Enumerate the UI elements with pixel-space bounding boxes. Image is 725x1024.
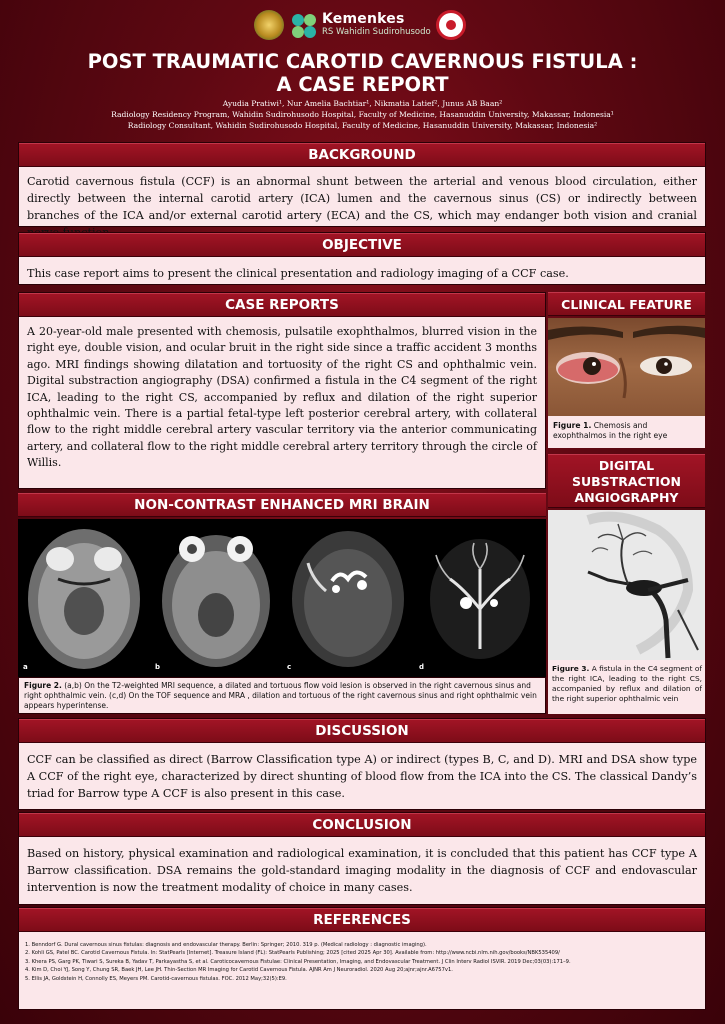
authors-block <box>0 98 725 131</box>
eye-photo-image <box>548 318 705 416</box>
mri-panel-a-image <box>18 519 150 677</box>
mri-panel-b-label: b <box>155 663 161 671</box>
discussion-text: CCF can be classified as direct (Barrow Classification type A) or indirect (types B, C, and D). MRI and DSA show type A CCF of the right eye, characterized by direct shunting of blood flow from the ICA into the CS. The classical Dandy’s triad for Barrow type A CCF is also present in this case. <box>27 753 697 800</box>
dsa-heading-line-2: SUBSTRACTION <box>572 474 681 489</box>
reference-item: 3. Khera PS, Garg PK, Tiwari S, Sureka B, Yadav T, Parkayastha S, et al. Caroticocavernous Fistulae: Clinical Presentation, Imaging, and Endovascular Treatment. J Clin Interv Radiol ISVIR. 2019 Dec;03(03):171–9. <box>25 958 571 965</box>
reference-item: 5. Ellis JA, Goldstein H, Connolly ES, Meyers PM. Carotid-cavernous fistulas. FOC. 2012 May;32(5):E9. <box>25 975 287 982</box>
mri-image-strip <box>18 519 546 677</box>
clinical-feature-heading: CLINICAL FEATURE <box>548 292 705 316</box>
author-names: Ayudia Pratiwi¹, Nur Amelia Bachtiar¹, Nikmatia Latief², Junus AB Baan² <box>222 99 503 108</box>
reference-item: 4. Kim D, Choi YJ, Song Y, Chung SR, Baek JH, Lee JH. Thin-Section MR Imaging for Carotid Cavernous Fistula. AJNR Am J Neuroradiol. 2020 Aug 20;ajnr;ajnr.A6757v1. <box>25 967 453 974</box>
dsa-heading <box>548 454 705 508</box>
affiliation-2: Radiology Consultant, Wahidin Sudirohusodo Hospital, Faculty of Medicine, Hasanuddin University, Makassar, Indonesia² <box>127 121 598 130</box>
dsa-figure <box>548 510 705 714</box>
conclusion-section <box>18 812 706 905</box>
mri-panel-d-label: d <box>419 663 425 671</box>
reference-item: 1. Benndorf G. Dural cavernous sinus fistulas: diagnosis and endovascular therapy. Berlin: Springer; 2010. 319 p. (Medical radiology : diagnostic imaging). <box>25 942 427 948</box>
brand-subname: RS Wahidin Sudirohusodo <box>322 27 431 37</box>
kemenkes-logo-icon <box>289 12 319 40</box>
mri-panel-b-image <box>150 519 282 677</box>
university-logo <box>436 10 466 40</box>
figure-2-text: (a,b) On the T2-weighted MRI sequence, a dilated and tortuous flow void lesion is observed in the right cavernous sinus and right ophthalmic vein. (c,d) On the TOF sequence and MRA , dilation and tortuous of the right cavernous sinus and right ophthalmic vein appears hyperintense. <box>24 681 537 710</box>
discussion-heading: DISCUSSION <box>19 719 705 743</box>
references-heading: REFERENCES <box>19 908 705 932</box>
case-reports-text: A 20-year-old male presented with chemosis, pulsatile exophthalmos, blurred vision in the right eye, double vision, and ocular bruit in the right side since a traffic accident 3 months ago. MRI findings showing dilatation and tortuosity of the right CS and ophthalmic vein. Digital substraction angiography (DSA) confirmed a fistula in the C4 segment of the right ICA, leading to the right CS, accompanied by reflux and dilation of the right superior ophthalmic vein. There is a partial fetal-type left posterior cerebral artery, with collateral flow to the right middle cerebral artery vascular territory via the anterior communicating artery, and collateral flow to the right middle cerebral artery territory through the circle of Willis. <box>27 325 537 470</box>
clinical-feature-figure <box>548 318 705 448</box>
conclusion-heading: CONCLUSION <box>19 813 705 837</box>
mri-panel-d-image <box>414 519 546 677</box>
references-section <box>18 907 706 1010</box>
dsa-heading-line-3: ANGIOGRAPHY <box>574 490 679 505</box>
dsa-angiogram-image <box>548 510 705 660</box>
mri-heading: NON-CONTRAST ENHANCED MRI BRAIN <box>18 493 546 517</box>
discussion-section <box>18 718 706 810</box>
figure-3-label: Figure 3. <box>552 664 590 673</box>
reference-item: 2. Kohli GS, Patel BC. Carotid Cavernous Fistula. In: StatPearls [Internet]. Treasure Island (FL): StatPearls Publishing; 2025 [cited 2025 Apr 30]. Available from: http://www.ncbi.nlm.nih.gov/books/NBK535409/ <box>25 950 560 957</box>
affiliation-1: Radiology Residency Program, Wahidin Sudirohusodo Hospital, Faculty of Medicine, Hasanuddin University, Makassar, Indonesia¹ <box>111 110 614 119</box>
objective-heading: OBJECTIVE <box>19 233 705 257</box>
mri-panel-c-label: c <box>287 663 292 671</box>
title-line-2: A CASE REPORT <box>276 73 449 96</box>
poster-title <box>0 50 725 96</box>
dsa-heading-line-1: DIGITAL <box>598 458 655 473</box>
brand-name: Kemenkes <box>322 11 405 27</box>
province-emblem-logo <box>254 10 284 40</box>
figure-2-caption-box <box>18 677 546 714</box>
background-heading: BACKGROUND <box>19 143 705 167</box>
figure-2-label: Figure 2. <box>24 681 62 690</box>
figure-1-caption <box>553 421 701 441</box>
case-reports-section <box>18 292 546 489</box>
figure-1-label: Figure 1. <box>553 421 592 430</box>
background-text: Carotid cavernous fistula (CCF) is an abnormal shunt between the arterial and venous blood circulation, either directly between the internal carotid artery (ICA) lumen and the cavernous sinus (CS) or indirectly between branches of the ICA and/or external carotid artery (ECA) and the CS, which may endanger both vision and cranial <box>27 175 697 222</box>
title-line-1: POST TRAUMATIC CAROTID CAVERNOUS FISTULA : <box>87 50 638 73</box>
mri-panel-c-image <box>282 519 414 677</box>
figure-1-text: Chemosis and exophthalmos in the right eye <box>553 421 668 440</box>
conclusion-text: Based on history, physical examination and radiological examination, it is concluded that this patient has CCF type A Barrow classification. DSA remains the gold-standard imaging modality in the diagnosis of CCF and endovascular intervention is now the treatment modality of choice in many cases. <box>27 847 697 894</box>
background-section <box>18 142 706 227</box>
objective-text: This case report aims to present the clinical presentation and radiology imaging of a CCF case. <box>27 267 569 280</box>
figure-3-caption <box>552 664 702 704</box>
case-reports-heading: CASE REPORTS <box>19 293 545 317</box>
logo-bar <box>0 8 725 48</box>
mri-panel-a-label: a <box>23 663 28 671</box>
kemenkes-wordmark <box>322 12 431 38</box>
figure-2-caption <box>24 681 542 711</box>
references-list <box>19 938 705 986</box>
figure-3-text: A fistula in the C4 segment of the right ICA, leading to the right CS, accompanied by reflux and dilation of the right superior ophthalmic vein <box>552 664 702 703</box>
objective-section <box>18 232 706 285</box>
